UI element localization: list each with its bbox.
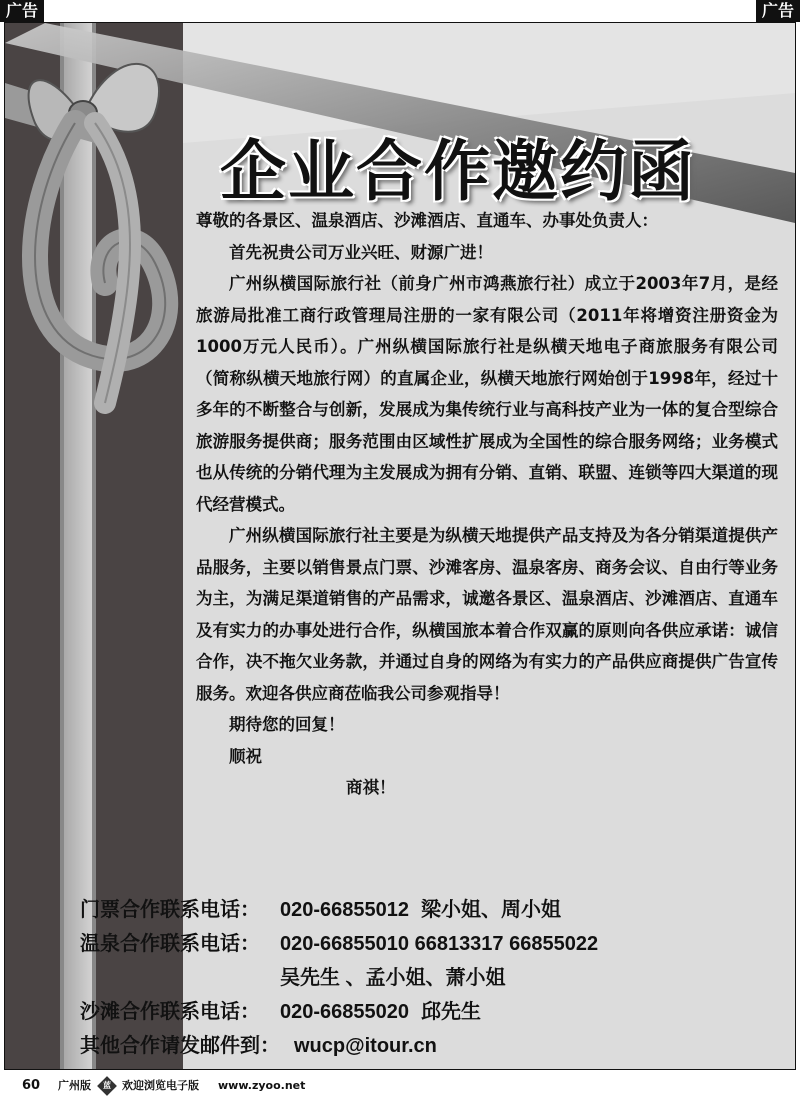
contact-email[interactable]: wucp@itour.cn <box>294 1035 437 1057</box>
contact-names: 吴先生 、孟小姐、萧小姐 <box>280 967 506 989</box>
contact-row-hotspring <box>80 927 780 961</box>
closing-reply: 期待您的回复！ <box>229 715 345 734</box>
wish-line: 首先祝贵公司万业兴旺、财源广进！ <box>229 242 493 262</box>
logo-text: 蓝 <box>103 1081 111 1090</box>
contact-row-beach <box>80 995 780 1029</box>
ad-label-left: 广告 <box>0 0 44 22</box>
closing-wish: 顺祝 <box>229 746 262 766</box>
closing-signoff: 商祺！ <box>346 778 396 797</box>
contact-phone: 020-66855012 梁小姐、周小姐 <box>280 899 562 921</box>
greeting: 尊敬的各景区、温泉酒店、沙滩酒店、直通车、办事处负责人： <box>196 211 658 230</box>
page-number: 60 <box>22 1078 41 1093</box>
page-footer <box>0 1072 800 1100</box>
promo-text: 欢迎浏览电子版 <box>122 1079 199 1092</box>
ad-label-right: 广告 <box>756 0 800 22</box>
contact-label <box>80 961 280 995</box>
website-link[interactable]: www.zyoo.net <box>218 1079 306 1092</box>
business-paragraph: 广州纵横国际旅行社主要是为纵横天地提供产品支持及为各分销渠道提供产品服务，主要以销售景点门票、沙滩客房、温泉客房、商务会议、自由行等业务为主，为满足渠道销售的产品需求，诚邀各景区、温泉酒店、沙滩酒店、直通车及有实力的办事处进行合作，纵横国旅本着合作双赢的原则向各供应承诺：诚信合作，决不拖欠业务款，并通过自身的网络为有实力的产品供应商提供广告宣传服务。欢迎各供应商莅临我公司参观指导！ <box>196 526 778 703</box>
page-title: 企业合作邀约函 <box>220 132 696 210</box>
contact-label: 其他合作请发邮件到： <box>80 1035 280 1057</box>
edition-label: 广州版 <box>58 1079 91 1092</box>
contact-phone: 020-66855010 66813317 66855022 <box>280 933 599 955</box>
contact-label: 门票合作联系电话： <box>80 899 260 921</box>
contact-label: 温泉合作联系电话： <box>80 933 260 955</box>
contact-row-tickets <box>80 893 780 927</box>
letter-body <box>196 205 778 804</box>
contact-row-email <box>80 1029 780 1063</box>
contact-label: 沙滩合作联系电话： <box>80 1001 260 1023</box>
contact-phone: 020-66855020 邱先生 <box>280 1001 482 1023</box>
intro-paragraph: 广州纵横国际旅行社（前身广州市鸿燕旅行社）成立于2003年7月，是经旅游局批准工商行政管理局注册的一家有限公司（2011年将增资注册资金为1000万元人民币）。广州纵横国际旅行社是纵横天地电子商旅服务有限公司（简称纵横天地旅行网）的直属企业，纵横天地旅行网始创于1998年，经过十多年的不断整合与创新，发展成为集传统行业与高科技产业为一体的复合型综合旅游服务提供商；服务范围由区域性扩展成为全国性的综合服务网络；业务模式也从传统的分销代理为主发展成为拥有分销、直销、联盟、连锁等四大渠道的现代经营模式。 <box>196 274 778 514</box>
contact-list <box>80 893 780 1063</box>
contact-row-hotspring-names <box>80 961 780 995</box>
